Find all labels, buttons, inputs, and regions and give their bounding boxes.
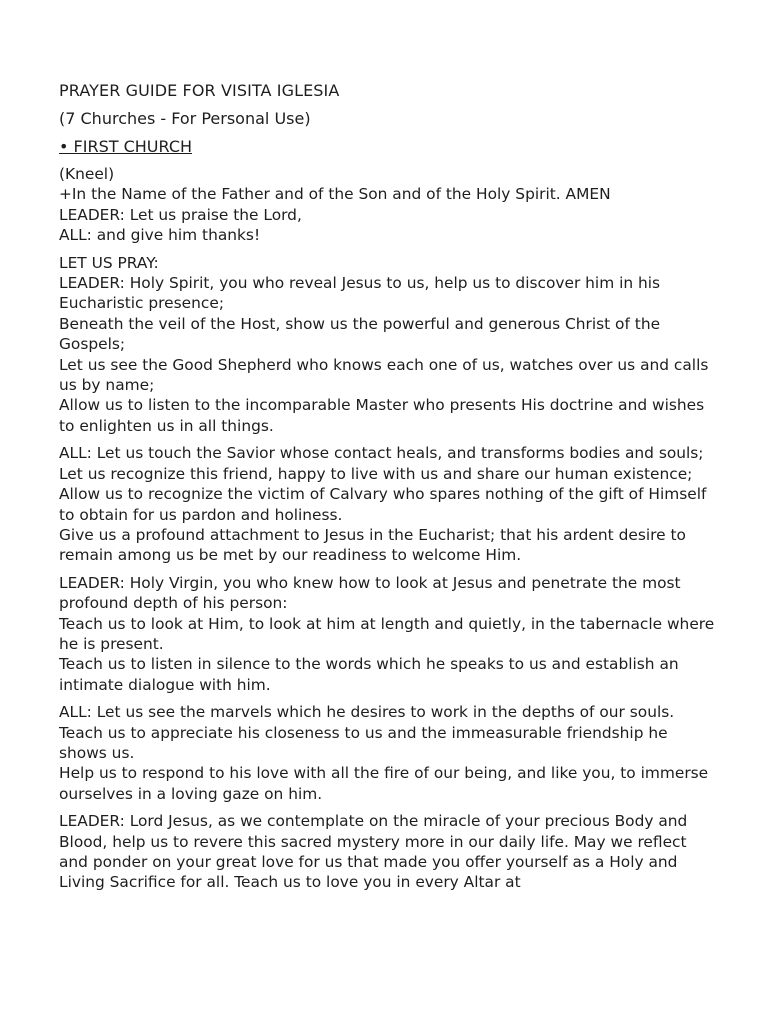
prayer-block-leader-3: [59, 811, 719, 893]
prayer-line: Help us to respond to his love with all the fire of our being, and like you, to immerse ourselves in a loving gaze on him.: [59, 764, 709, 803]
prayer-line: Allow us to recognize the victim of Calvary who spares nothing of the gift of Himself to obtain for us pardon and holiness.: [59, 485, 707, 524]
prayer-line: Let us see the Good Shepherd who knows each one of us, watches over us and calls us by name;: [59, 355, 709, 395]
section-heading-first-church: • FIRST CHURCH: [59, 137, 193, 156]
prayer-line: Give us a profound attachment to Jesus in the Eucharist; that his ardent desire to remain among us be met by our readiness to welcome Him.: [59, 525, 686, 565]
prayer-block-leader-2: [59, 573, 719, 695]
document-title: PRAYER GUIDE FOR VISITA IGLESIA: [59, 81, 340, 100]
prayer-line: LET US PRAY:: [59, 253, 159, 272]
prayer-line: ALL: Let us touch the Savior whose contact heals, and transforms bodies and souls;: [59, 444, 704, 463]
prayer-block-let-us-pray: [59, 253, 719, 437]
prayer-line: LEADER: Lord Jesus, as we contemplate on the miracle of your precious Body and Blood, help us to revere this sacred mystery more in our daily life. May we reflect and ponder on your great love for us that made you offer yourself as a Holy and Living Sacrifice for all. Teach us to love you in every Altar at: [59, 812, 688, 892]
document-subtitle: (7 Churches - For Personal Use): [59, 109, 311, 128]
prayer-block-all-2: [59, 702, 719, 804]
document-page: [59, 80, 719, 893]
prayer-line: Allow us to listen to the incomparable Master who presents His doctrine and wishes to enlighten us in all things.: [59, 396, 705, 435]
prayer-line: Teach us to listen in silence to the words which he speaks to us and establish an intimate dialogue with him.: [59, 655, 679, 694]
prayer-line: ALL: and give him thanks!: [59, 226, 261, 245]
prayer-block-opening: [59, 164, 719, 246]
prayer-line: Let us recognize this friend, happy to live with us and share our human existence;: [59, 464, 693, 483]
prayer-line: +In the Name of the Father and of the Son and of the Holy Spirit. AMEN: [59, 185, 611, 204]
prayer-line: (Kneel): [59, 165, 115, 183]
prayer-line: ALL: Let us see the marvels which he desires to work in the depths of our souls.: [59, 703, 675, 722]
prayer-line: LEADER: Holy Virgin, you who knew how to look at Jesus and penetrate the most profound depth of his person:: [59, 573, 681, 613]
prayer-line: LEADER: Holy Spirit, you who reveal Jesus to us, help us to discover him in his Eucharistic presence;: [59, 274, 661, 313]
prayer-line: Teach us to appreciate his closeness to us and the immeasurable friendship he shows us.: [59, 723, 668, 762]
prayer-line: LEADER: Let us praise the Lord,: [59, 205, 302, 224]
prayer-block-all-1: [59, 443, 719, 565]
prayer-line: Teach us to look at Him, to look at him at length and quietly, in the tabernacle where he is present.: [59, 614, 715, 653]
prayer-line: Beneath the veil of the Host, show us the powerful and generous Christ of the Gospels;: [59, 314, 661, 354]
